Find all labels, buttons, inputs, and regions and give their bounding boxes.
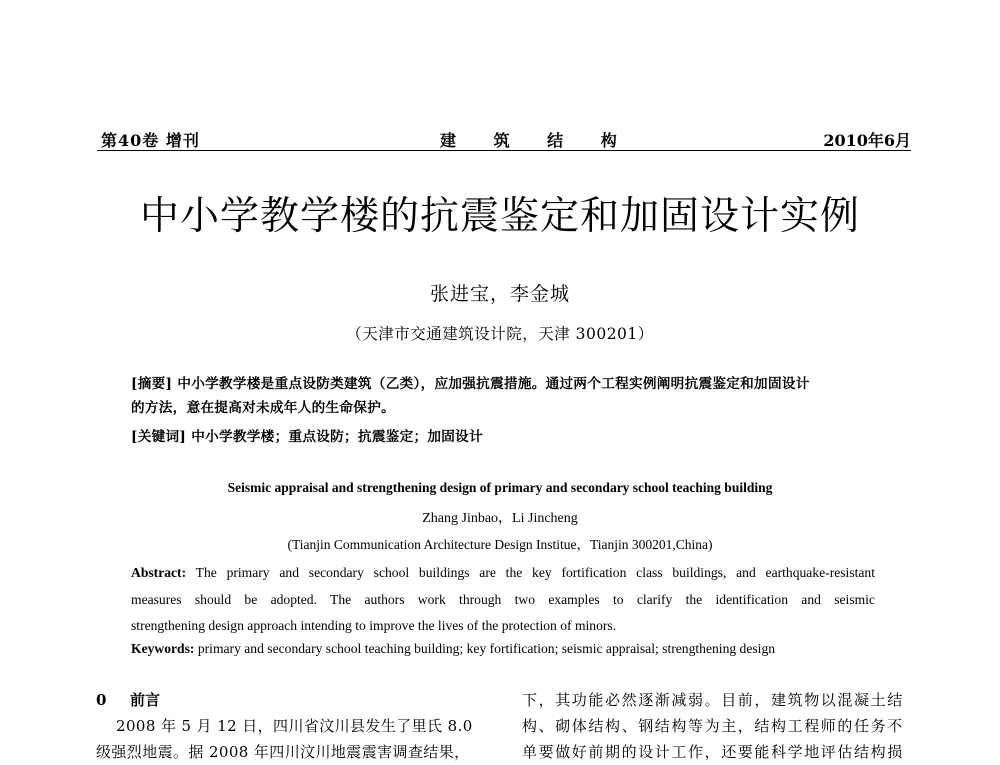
body-right-line1: 下，其功能必然逐渐减弱。目前，建筑物以混凝土结	[522, 691, 904, 709]
abstract-cn-line2: 的方法，意在提高对未成年人的生命保护。	[131, 400, 395, 416]
journal-volume: 第40卷 增刊	[101, 131, 200, 150]
header-rule	[97, 150, 911, 151]
abstract-en-line1: The primary and secondary school buildings are the key fortification class buildings, and earthquake-resistant	[195, 565, 875, 580]
abstract-cn-tag: [摘要]	[131, 376, 173, 392]
abstract-cn	[131, 372, 883, 420]
authors-cn: 张进宝，李金城	[429, 283, 570, 305]
journal-name: 建 筑 结 构	[440, 131, 633, 150]
authors-en: Zhang Jinbao，Li Jincheng	[422, 511, 578, 526]
affiliation-en: (Tianjin Communication Architecture Design Institue，Tianjin 300201,China)	[287, 537, 713, 552]
keywords-cn-text: 中小学教学楼；重点设防；抗震鉴定；加固设计	[191, 429, 483, 445]
section-heading	[96, 687, 492, 713]
abstract-en-line3: strengthening design approach intending to improve the lives of the protection of minors.	[131, 618, 617, 633]
keywords-cn	[131, 425, 883, 445]
body-column-right	[522, 687, 914, 765]
affiliation-cn: （天津市交通建筑设计院，天津 300201）	[346, 325, 654, 343]
section-number: 0	[96, 691, 107, 709]
body-right-line2: 构、砌体结构、钢结构等为主，结构工程师的任务不	[522, 717, 904, 735]
abstract-en-line2: measures should be adopted. The authors work through two examples to clarify the identification and seismic	[131, 591, 875, 607]
keywords-en	[131, 641, 891, 657]
abstract-cn-line1: 中小学教学楼是重点设防类建筑（乙类），应加强抗震措施。通过两个工程实例阐明抗震鉴定和加固设计	[177, 376, 810, 392]
body-right-line3: 单要做好前期的设计工作，还要能科学地评估结构损	[522, 743, 904, 761]
abstract-en-tag: Abstract:	[131, 565, 187, 580]
journal-date: 2010年6月	[823, 131, 911, 150]
paper-title-cn: 中小学教学楼的抗震鉴定和加固设计实例	[139, 194, 860, 239]
section-title: 前言	[130, 691, 161, 709]
keywords-en-text: primary and secondary school teaching building; key fortification; seismic appraisal; strengthening design	[197, 641, 776, 656]
abstract-en	[131, 560, 875, 640]
body-column-left	[96, 687, 492, 765]
keywords-cn-tag: [关键词]	[131, 429, 187, 445]
body-left-line2: 级强烈地震。据 2008 年四川汶川地震震害调查结果，	[96, 743, 470, 761]
keywords-en-tag: Keywords:	[131, 641, 195, 656]
paper-title-en: Seismic appraisal and strengthening design of primary and secondary school teaching building	[227, 480, 773, 495]
body-left-line1: 2008 年 5 月 12 日，四川省汶川县发生了里氏 8.0	[116, 717, 473, 735]
